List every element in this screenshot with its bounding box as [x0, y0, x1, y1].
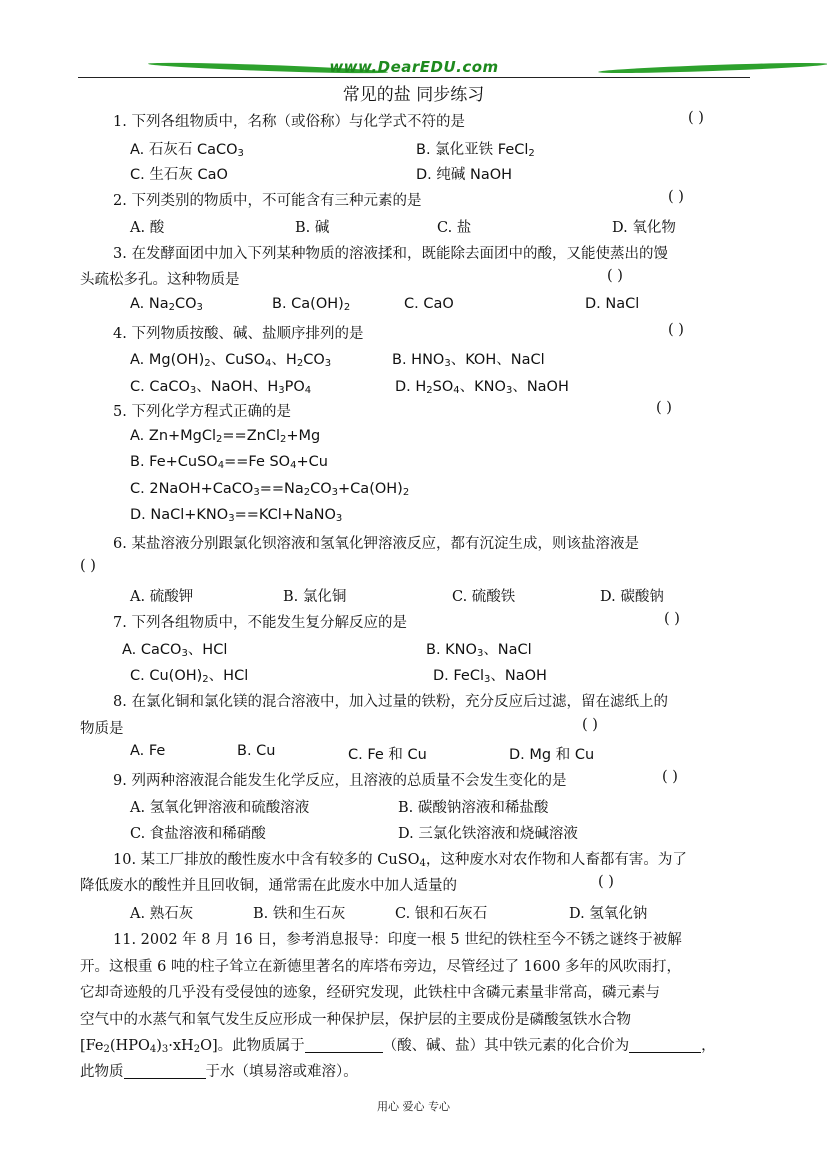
- q6-option-d: D. 碳酸钠: [600, 589, 664, 605]
- blank-category[interactable]: [305, 1038, 383, 1053]
- q6-option-a: A. 硫酸钾: [130, 589, 194, 605]
- question-3-answer-paren: ( ): [607, 268, 623, 284]
- q1-option-b: B. 氯化亚铁 FeCl$_2$: [416, 142, 535, 159]
- q4-option-a: A. $Mg(OH)_2$、CuSO$_4$、$H_2CO_3$: [130, 352, 332, 369]
- page-footer: 用心 爱心 专心: [377, 1100, 450, 1113]
- q8-option-a: A. Fe: [130, 743, 166, 759]
- blank-solubility[interactable]: [124, 1064, 206, 1079]
- q8-option-b: B. Cu: [237, 743, 276, 759]
- question-8-answer-paren: ( ): [582, 717, 598, 733]
- q7-option-d: D. FeCl$_3$、NaOH: [433, 668, 547, 685]
- q7-option-c: C. $Cu(OH)_2$、HCl: [130, 668, 249, 685]
- question-11-line1: 11. 2002 年 8 月 16 日，参考消息报导：印度一根 5 世纪的铁柱至今不锈之谜终于被解: [113, 932, 682, 948]
- question-11-line2: 开。这根重 6 吨的柱子耸立在新德里著名的库塔布旁边，尽管经过了 1600 多年的风吹雨打，: [80, 959, 682, 975]
- question-4-stem: 4. 下列物质按酸、碱、盐顺序排列的是: [113, 326, 364, 342]
- q2-option-c: C. 盐: [437, 220, 472, 236]
- q3-option-b: B. $Ca(OH)_2$: [272, 296, 351, 313]
- q7-option-a: A. CaCO$_3$、HCl: [122, 642, 228, 659]
- q3-option-c: C. CaO: [404, 296, 454, 312]
- q5-option-d: D. $NaCl+KNO_3==KCl+NaNO_3$: [130, 507, 343, 524]
- q6-option-c: C. 硫酸铁: [452, 589, 516, 605]
- question-6-answer-paren: ( ): [80, 558, 96, 574]
- q2-option-a: A. 酸: [130, 220, 165, 236]
- q10-option-a: A. 熟石灰: [130, 906, 194, 922]
- question-5-answer-paren: ( ): [656, 400, 672, 416]
- question-11-line3: 它却奇迹般的几乎没有受侵蚀的迹象，经研究发现，此铁柱中含磷元素量非常高，磷元素与: [80, 985, 660, 1001]
- question-3-stem-line2: 头疏松多孔。这种物质是: [80, 272, 240, 288]
- question-9-answer-paren: ( ): [662, 769, 678, 785]
- question-1-answer-paren: ( ): [688, 110, 704, 126]
- question-9-stem: 9. 列两种溶液混合能发生化学反应，且溶液的总质量不会发生变化的是: [113, 773, 567, 789]
- q3-option-d: D. NaCl: [585, 296, 640, 312]
- q1-option-c: C. 生石灰 CaO: [130, 167, 228, 183]
- q3-option-a: A. $Na_2CO_3$: [130, 296, 203, 313]
- question-6-stem: 6. 某盐溶液分别跟氯化钡溶液和氢氧化钾溶液反应，都有沉淀生成，则该盐溶液是: [113, 536, 639, 552]
- q4-option-d: D. $H_2SO_4$、$KNO_3$、NaOH: [395, 379, 569, 396]
- question-11-line4: 空气中的水蒸气和氧气发生反应形成一种保护层，保护层的主要成份是磷酸氢铁水合物: [80, 1012, 631, 1028]
- question-7-answer-paren: ( ): [664, 611, 680, 627]
- question-8-stem-line1: 8. 在氯化铜和氯化镁的混合溶液中，加入过量的铁粉，充分反应后过滤，留在滤纸上的: [113, 694, 668, 710]
- question-10-answer-paren: ( ): [598, 874, 614, 890]
- q5-option-c: C. $2NaOH+CaCO_3==Na_2CO_3+Ca(OH)_2$: [130, 481, 410, 498]
- question-10-stem-line1: 10. 某工厂排放的酸性废水中含有较多的 CuSO$_4$，这种废水对农作物和人畜都有害。为了: [113, 852, 687, 869]
- q6-option-b: B. 氯化铜: [283, 589, 347, 605]
- question-11-line6: 此物质 于水（填易溶或难溶）。: [80, 1064, 358, 1080]
- header: [78, 58, 750, 80]
- question-10-stem-line2: 降低废水的酸性并且回收铜，通常需在此废水中加人适量的: [80, 878, 457, 894]
- question-5-stem: 5. 下列化学方程式正确的是: [113, 404, 291, 420]
- question-8-stem-line2: 物质是: [80, 721, 124, 737]
- q9-option-c: C. 食盐溶液和稀硝酸: [130, 826, 266, 842]
- q10-option-b: B. 铁和生石灰: [253, 906, 346, 922]
- q2-option-b: B. 碱: [295, 220, 330, 236]
- q10-option-c: C. 银和石灰石: [395, 906, 488, 922]
- question-7-stem: 7. 下列各组物质中，不能发生复分解反应的是: [113, 615, 407, 631]
- q4-option-b: B. $HNO_3$、KOH、NaCl: [392, 352, 545, 369]
- q9-option-d: D. 三氯化铁溶液和烧碱溶液: [398, 826, 578, 842]
- q9-option-a: A. 氢氧化钾溶液和硫酸溶液: [130, 800, 310, 816]
- header-rule: [78, 77, 750, 78]
- blank-valence[interactable]: [629, 1038, 701, 1053]
- question-1-stem: 1. 下列各组物质中，名称（或俗称）与化学式不符的是: [113, 114, 465, 130]
- question-3-stem-line1: 3. 在发酵面团中加入下列某种物质的溶液揉和，既能除去面团中的酸，又能使蒸出的馒: [113, 246, 668, 262]
- q1-option-a: A. 石灰石 CaCO$_3$: [130, 142, 244, 159]
- q1-option-d: D. 纯碱 NaOH: [416, 167, 513, 183]
- q5-option-a: A. Zn+MgCl$_2$==ZnCl$_2$+Mg: [130, 428, 321, 445]
- site-logo: www.DearEDU.com: [329, 58, 499, 76]
- q8-option-d: D. Mg 和 Cu: [509, 747, 595, 763]
- q10-option-d: D. 氢氧化钠: [569, 906, 648, 922]
- q5-option-b: B. Fe+CuSO$_4$==Fe $SO_4+Cu$: [130, 454, 328, 471]
- q7-option-b: B. $KNO_3$、NaCl: [426, 642, 532, 659]
- q8-option-c: C. Fe 和 Cu: [348, 747, 427, 763]
- question-11-line5: $[Fe_2(HPO_4)_3\cdot xH_2O]$。此物质属于 （酸、碱、盐）其中铁元素的化合价为 ，: [80, 1038, 716, 1055]
- question-4-answer-paren: ( ): [668, 322, 684, 338]
- q4-option-c: C. CaCO$_3$、NaOH、$H_3PO_4$: [130, 379, 312, 396]
- question-2-answer-paren: ( ): [668, 189, 684, 205]
- question-2-stem: 2. 下列类别的物质中，不可能含有三种元素的是: [113, 193, 422, 209]
- page-title: 常见的盐 同步练习: [342, 85, 485, 105]
- q2-option-d: D. 氧化物: [612, 220, 676, 236]
- q9-option-b: B. 碳酸钠溶液和稀盐酸: [398, 800, 549, 816]
